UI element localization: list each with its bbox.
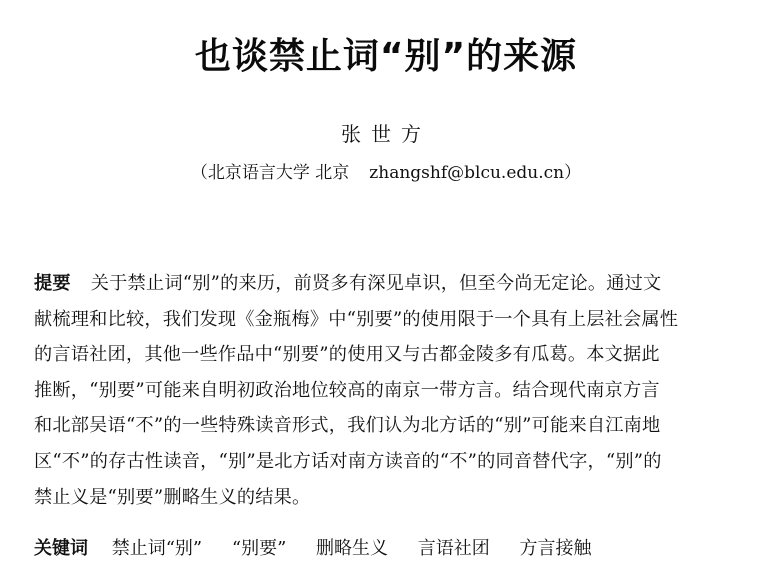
affiliation-institution: （北京语言大学 北京 (190, 163, 350, 183)
author-name: 张世方 (341, 122, 431, 146)
abstract-line: 献梳理和比较，我们发现《金瓶梅》中“别要”的使用限于一个具有上层社会属性 (34, 308, 679, 330)
abstract-line: 区“不”的存古性读音，“别”是北方话对南方读音的“不”的同音替代字，“别”的 (34, 450, 662, 472)
abstract-line: 禁止义是“别要”删略生义的结果。 (34, 486, 311, 508)
keyword-item: 方言接触 (519, 538, 592, 559)
abstract (34, 266, 738, 515)
abstract-line-text: 关于禁止词“别”的来历，前贤多有深见卓识，但至今尚无定论。通过文 (90, 273, 662, 294)
abstract-line: 的言语社团，其他一些作品中“别要”的使用又与古都金陵多有瓜葛。本文据此 (34, 344, 660, 366)
abstract-line (34, 266, 738, 302)
keyword-item: 禁止词“别” (111, 538, 203, 559)
keywords (34, 534, 738, 564)
keyword-item: 删略生义 (316, 538, 389, 559)
paper-title: 也谈禁止词“别”的来源 (194, 36, 578, 77)
abstract-line: 和北部吴语“不”的一些特殊读音形式，我们认为北方话的“别”可能来自江南地 (34, 415, 661, 437)
keywords-label: 关键词 (34, 538, 88, 559)
affiliation-email: zhangshf@blcu.edu.cn） (369, 163, 582, 183)
abstract-line: 推断，“别要”可能来自明初政治地位较高的南京一带方言。结合现代南京方言 (34, 379, 660, 401)
author-affiliation (0, 158, 772, 183)
abstract-label: 提要 (34, 273, 71, 294)
keyword-item: “别要” (231, 538, 287, 559)
keyword-item: 言语社团 (417, 538, 490, 559)
